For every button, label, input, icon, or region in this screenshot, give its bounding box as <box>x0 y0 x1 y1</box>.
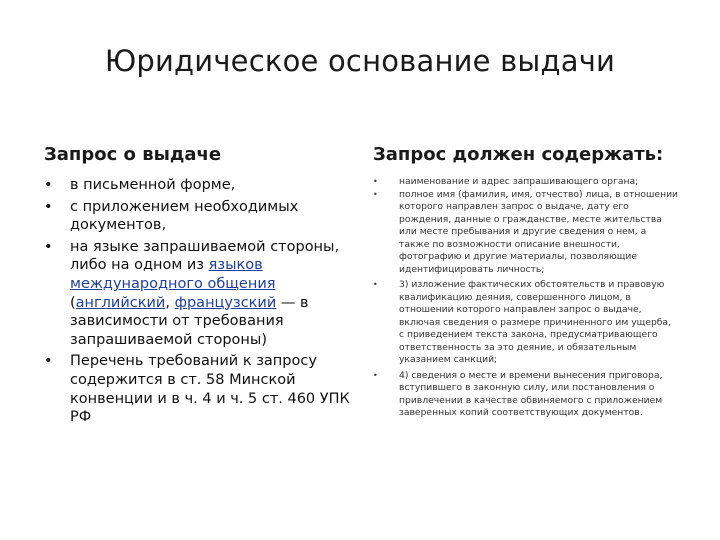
list-item-text: 3) изложение фактических обстоятельств и правовую квалификацию деяния, совершенного лицом, в отношении которого направлен запрос о выдаче, включая сведения о размере причиненного им ущерба, с приведением текста закона, предусматривающего ответственность за это деяние, и обязательным указанием санкций; <box>399 279 671 365</box>
link-french[interactable]: французский <box>174 294 277 311</box>
right-list <box>373 176 678 420</box>
list-item-text: полное имя (фамилия, имя, отчество) лица, в отношении которого направлен запрос о выдаче, дату его рождения, данные о гражданстве, месте жительства или месте пребывания и другие сведения о нем, а также по возможности описание внешности, фотографию и другие материалы, позволяющие идентифицировать личность; <box>399 188 679 275</box>
list-item <box>373 176 678 189</box>
list-item-text: в письменной форме, <box>70 177 236 193</box>
list-item-text: ( <box>70 294 76 311</box>
list-item <box>44 176 354 195</box>
list-item-text: с приложением необходимых документов, <box>70 198 299 234</box>
list-item <box>44 198 354 235</box>
list-item <box>373 279 678 367</box>
bullet-icon: • <box>373 177 378 186</box>
list-item-text: — в зависимости от требования запрашиваемой стороны) <box>70 294 309 348</box>
bullet-icon: • <box>373 280 378 289</box>
bullet-icon: • <box>44 238 53 255</box>
bullet-icon: • <box>373 189 378 199</box>
right-heading: Запрос должен содержать: <box>373 144 664 165</box>
left-heading: Запрос о выдаче <box>44 144 222 165</box>
bullet-icon: • <box>373 370 378 380</box>
list-item <box>44 238 354 350</box>
left-list <box>44 176 354 427</box>
right-column <box>373 176 678 420</box>
list-item <box>373 370 678 420</box>
list-item-text: наименование и адрес запрашивающего органа; <box>399 176 639 187</box>
list-item <box>373 189 678 277</box>
list-item-text: на языке запрашиваемой стороны, либо на одном из <box>70 238 340 274</box>
bullet-icon: • <box>44 198 53 215</box>
link-international-languages[interactable]: языков международного общения <box>70 257 276 292</box>
list-item <box>44 352 354 426</box>
bullet-icon: • <box>44 353 53 370</box>
list-item-text: , <box>165 294 175 311</box>
link-english[interactable]: английский <box>75 294 166 311</box>
list-item-text: 4) сведения о месте и времени вынесения приговора, вступившего в законную силу, или постановления о привлечении в качестве обвиняемого с приложением заверенных копий соответствующих документов. <box>399 369 663 418</box>
list-item-text: Перечень требований к запросу содержится в ст. 58 Минской конвенции и в ч. 4 и ч. 5 ст. 460 УПК РФ <box>70 353 350 426</box>
left-column <box>44 176 354 430</box>
bullet-icon: • <box>44 177 53 193</box>
slide-title: Юридическое основание выдачи <box>104 44 616 78</box>
